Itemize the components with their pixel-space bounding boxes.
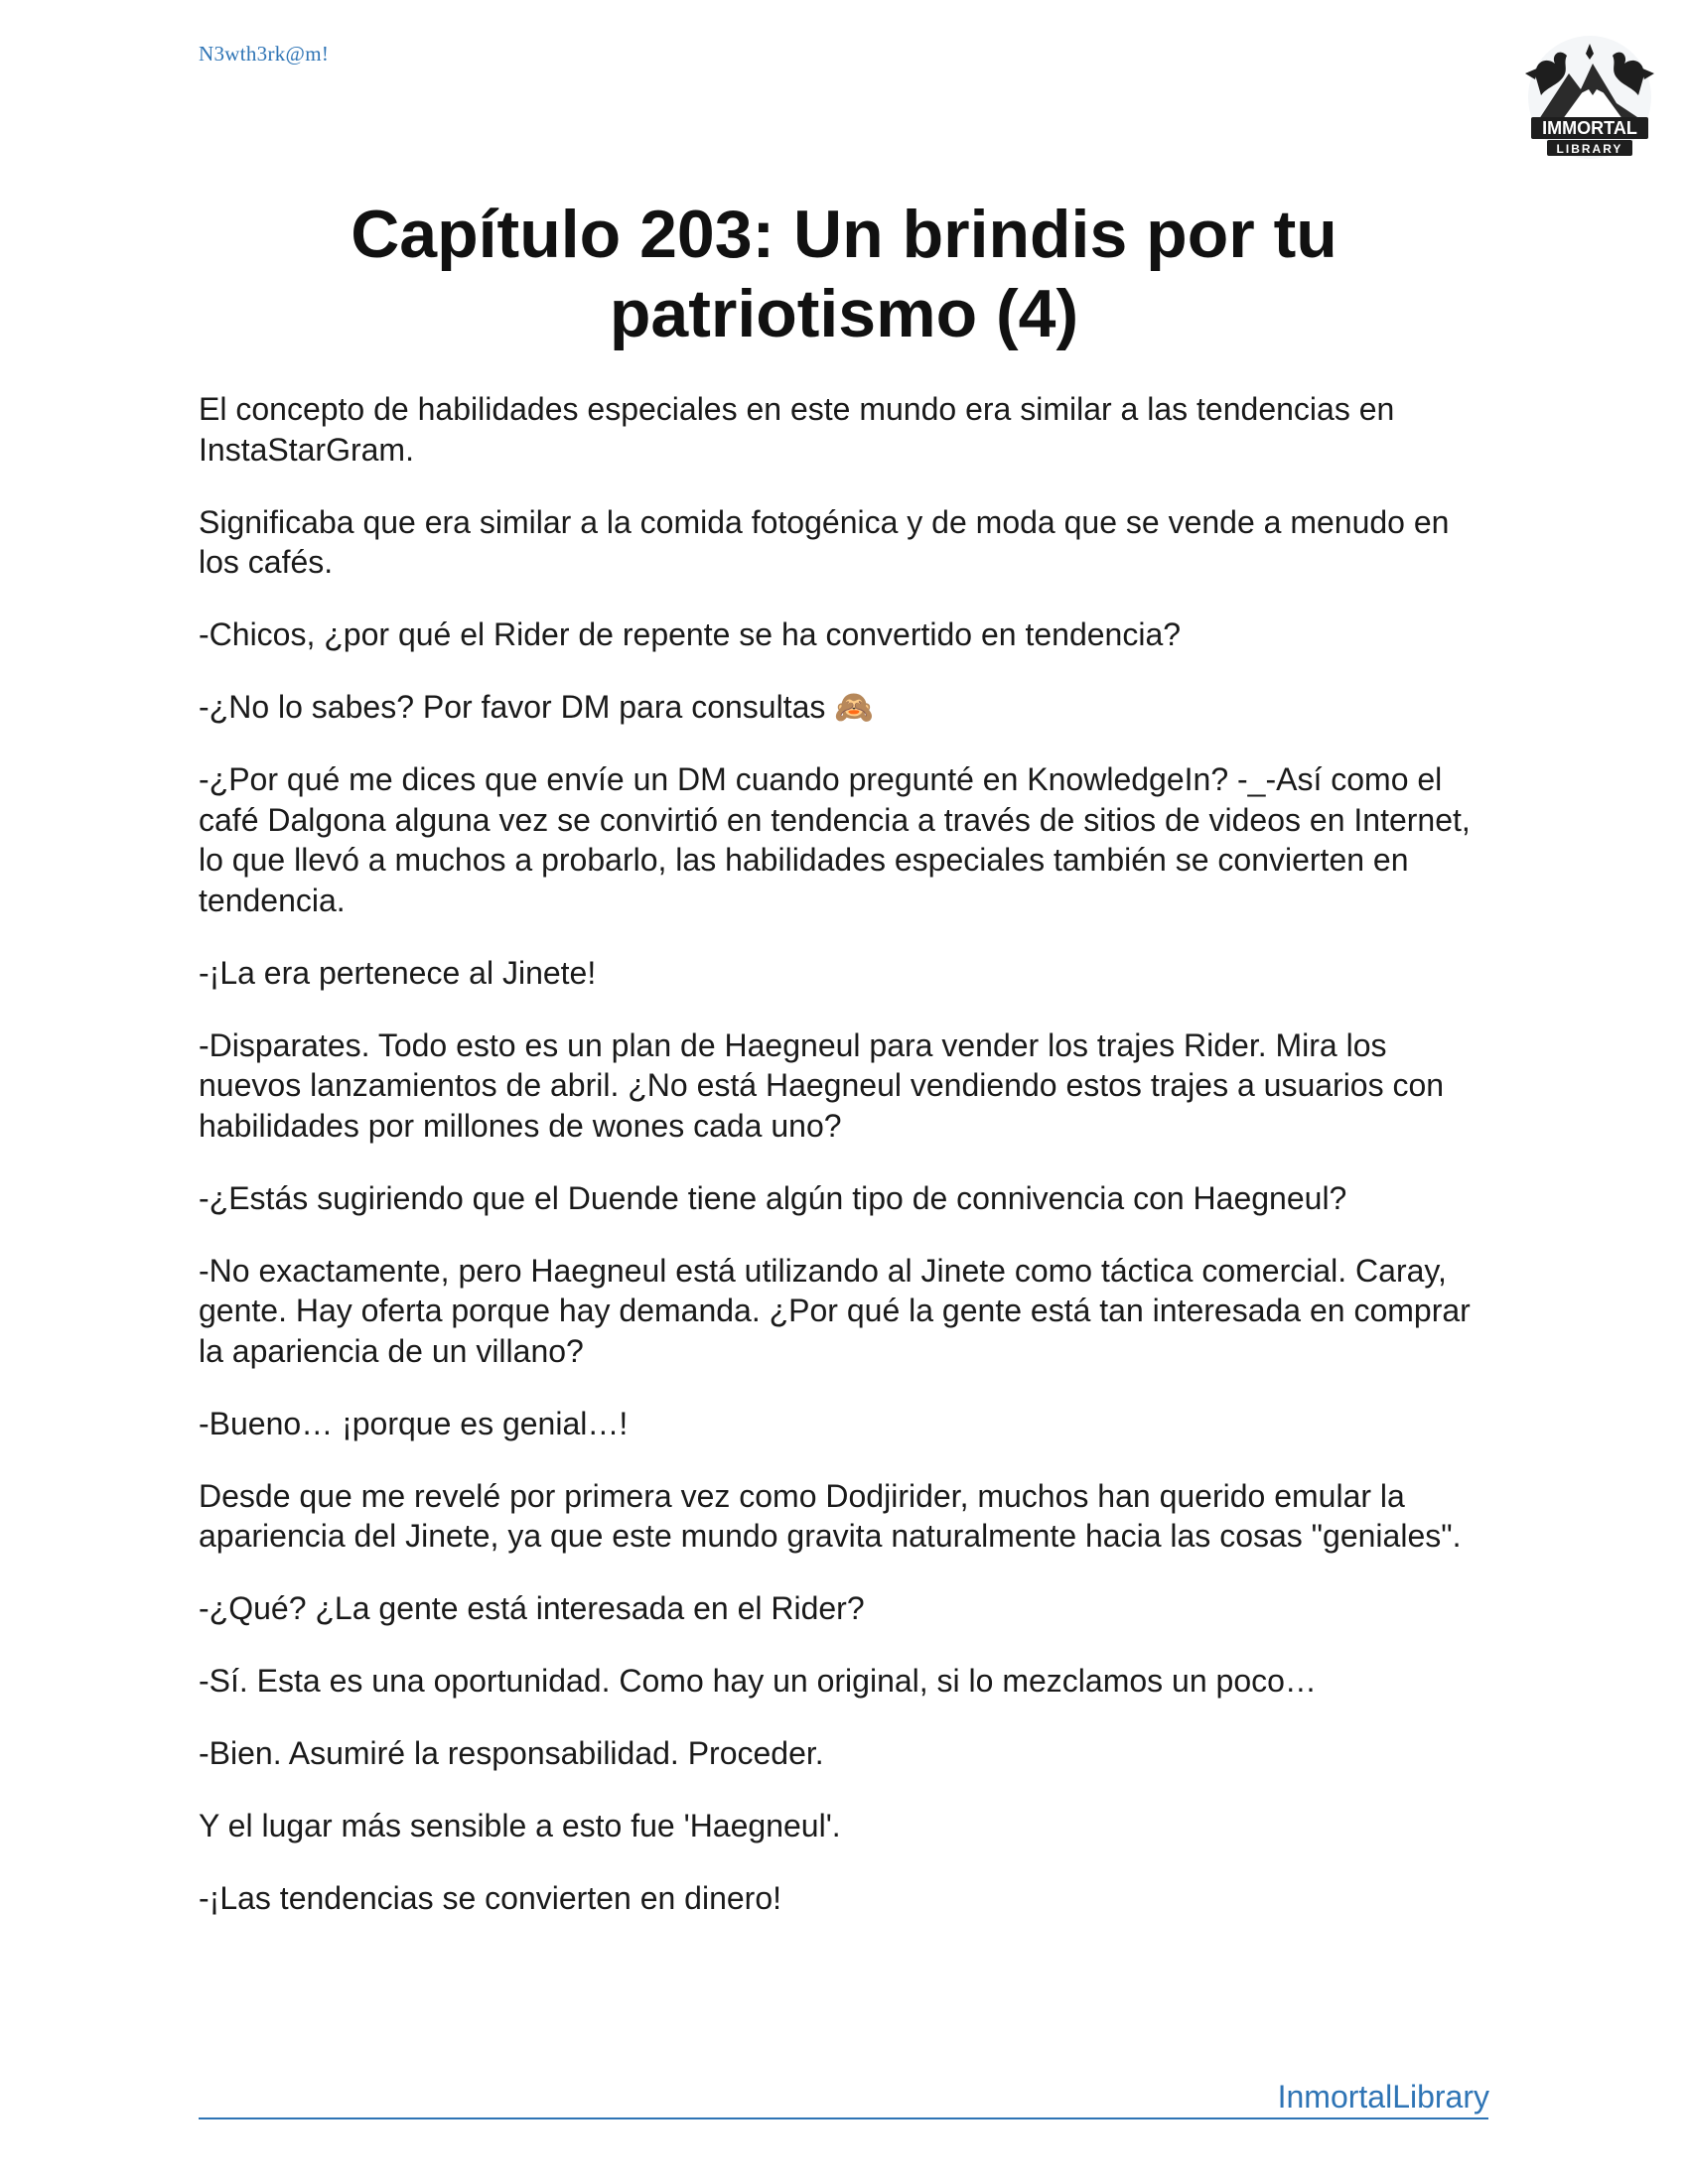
paragraph: -¿No lo sabes? Por favor DM para consultas 🙈	[199, 689, 875, 725]
chapter-title: Capítulo 203: Un brindis por tu patriotismo (4)	[351, 197, 1337, 351]
paragraph: El concepto de habilidades especiales en este mundo era similar a las tendencias en InstaStarGram.	[199, 391, 1395, 468]
paragraph: -Disparates. Todo esto es un plan de Haegneul para vender los trajes Rider. Mira los nuevos lanzamientos de abril. ¿No está Haegneul vendiendo estos trajes a usuarios con habilidades por millones de wones cada uno?	[199, 1026, 1445, 1144]
paragraph: -Chicos, ¿por qué el Rider de repente se ha convertido en tendencia?	[199, 616, 1182, 652]
paragraph: -¿Por qué me dices que envíe un DM cuando pregunté en KnowledgeIn? -_-Así como el café Dalgona alguna vez se convirtió en tendencia a través de sitios de videos en Internet, lo que llevó a muchos a probarlo, las habilidades especiales también se convierten en tendencia.	[199, 761, 1471, 918]
paragraph: -¡Las tendencias se convierten en dinero!	[199, 1880, 782, 1916]
immortal-library-logo	[1517, 34, 1662, 165]
paragraph: Significaba que era similar a la comida fotogénica y de moda que se vende a menudo en los cafés.	[199, 503, 1450, 580]
paragraph: Y el lugar más sensible a esto fue 'Haegneul'.	[199, 1808, 841, 1843]
footer-site-link[interactable]: InmortalLibrary	[1277, 2079, 1489, 2115]
paragraph: -Bien. Asumiré la responsabilidad. Proceder.	[199, 1735, 824, 1771]
paragraph: -¿Estás sugiriendo que el Duende tiene algún tipo de connivencia con Haegneul?	[199, 1179, 1347, 1216]
logo-text-library: LIBRARY	[1556, 142, 1623, 156]
logo-text-immortal: IMMORTAL	[1542, 118, 1637, 138]
footer-divider	[199, 2117, 1488, 2119]
paragraph: Desde que me revelé por primera vez como Dodjirider, muchos han querido emular la apariencia del Jinete, ya que este mundo gravita naturalmente hacia las cosas "geniales".	[199, 1477, 1462, 1554]
chapter-body	[199, 389, 1489, 1951]
dragon-mountain-logo-icon	[1517, 34, 1662, 165]
paragraph: -¡La era pertenece al Jinete!	[199, 954, 597, 991]
paragraph: -Sí. Esta es una oportunidad. Como hay un original, si lo mezclamos un poco…	[199, 1663, 1317, 1699]
paragraph: -¿Qué? ¿La gente está interesada en el Rider?	[199, 1590, 865, 1626]
paragraph: -Bueno… ¡porque es genial…!	[199, 1405, 629, 1441]
header-doc-id: N3wth3rk@m!	[199, 42, 330, 66]
paragraph: -No exactamente, pero Haegneul está utilizando al Jinete como táctica comercial. Caray, gente. Hay oferta porque hay demanda. ¿Por qué la gente está tan interesada en comprar la apariencia de un villano?	[199, 1252, 1471, 1369]
